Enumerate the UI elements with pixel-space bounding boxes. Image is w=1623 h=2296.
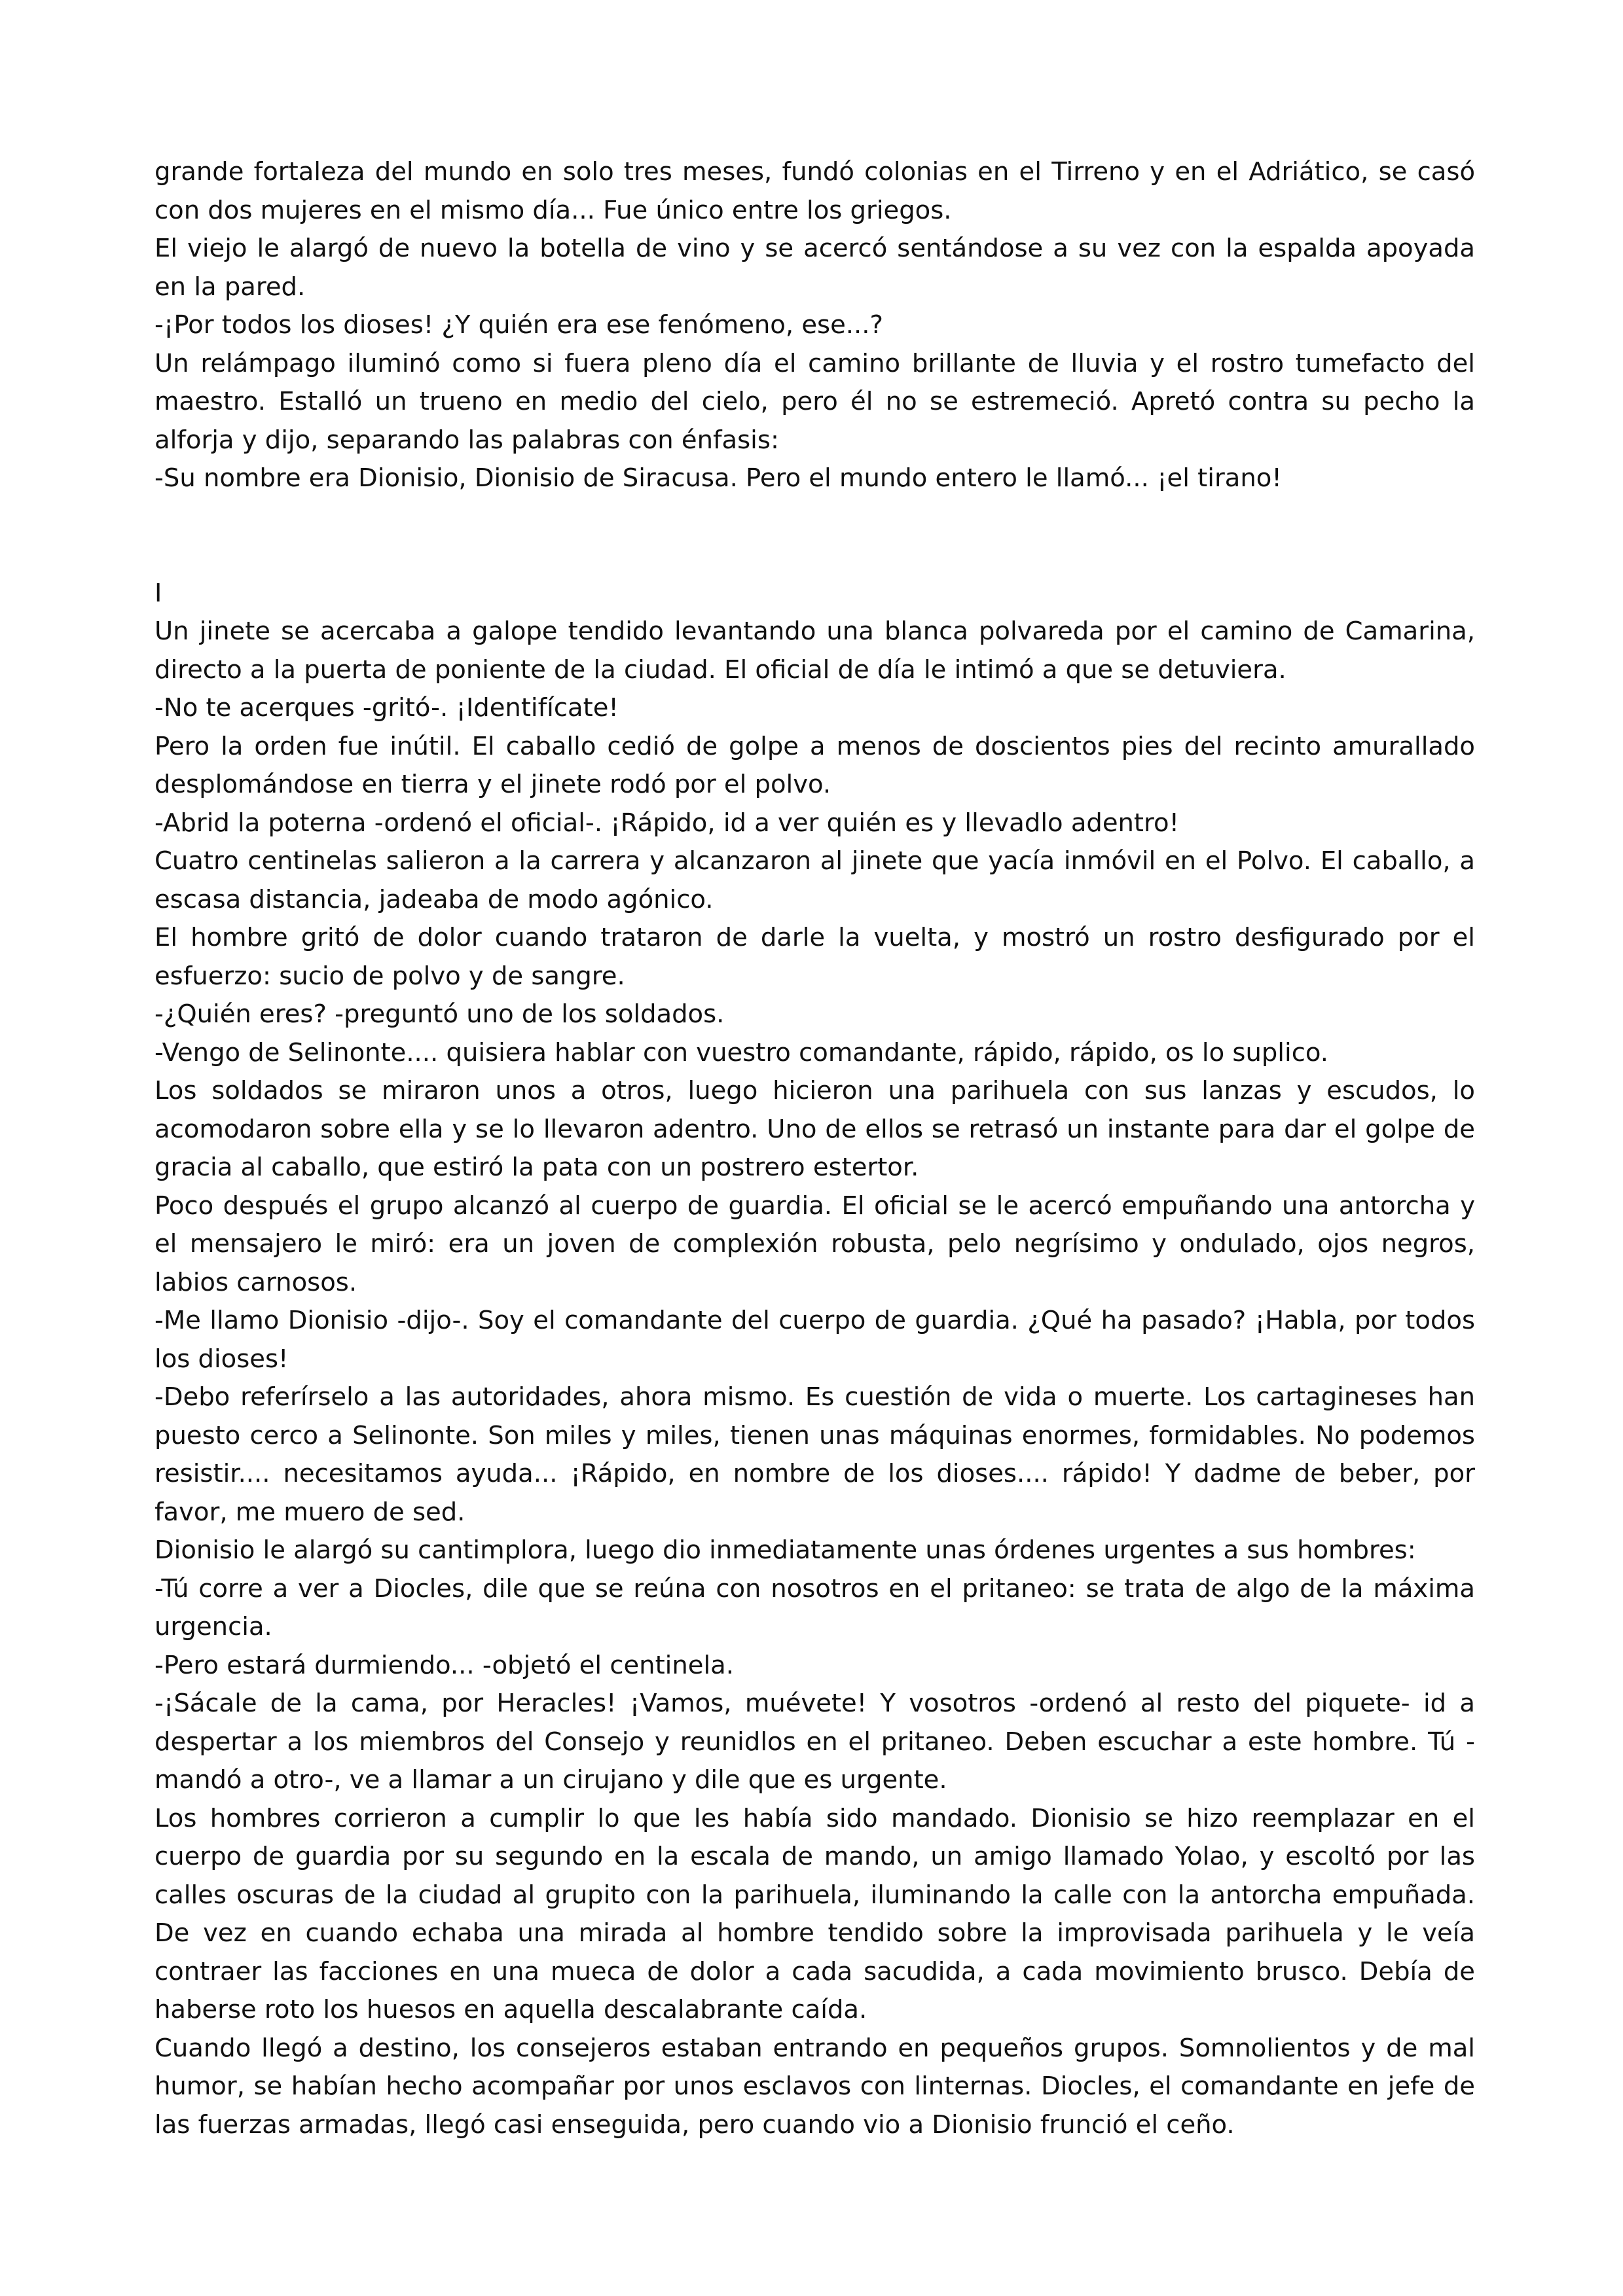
paragraph: Poco después el grupo alcanzó al cuerpo de guardia. El oficial se le acercó empuñando una antorcha y el mensajero le miró: era un joven de complexión robusta, pelo negrísimo y ondulado, ojos negros, labios carnosos. — [155, 1191, 1475, 1297]
paragraph: El hombre gritó de dolor cuando trataron de darle la vuelta, y mostró un rostro desfigurado por el esfuerzo: sucio de polvo y de sangre. — [155, 923, 1475, 991]
paragraph: -No te acerques -gritó-. ¡Identifícate! — [155, 693, 619, 723]
paragraph: grande fortaleza del mundo en solo tres meses, fundó colonias en el Tirreno y en el Adriático, se casó con dos mujeres en el mismo día... Fue único entre los griegos. — [155, 157, 1475, 225]
paragraph: Cuando llegó a destino, los consejeros estaban entrando en pequeños grupos. Somnolientos y de mal humor, se habían hecho acompañar por unos esclavos con linternas. Diocles, el comandante en jefe de las fuerzas armadas, llegó casi enseguida, pero cuando vio a Dionisio frunció el ceño. — [155, 2033, 1475, 2140]
paragraph: -Tú corre a ver a Diocles, dile que se reúna con nosotros en el pritaneo: se trata de algo de la máxima urgencia. — [155, 1573, 1475, 1641]
paragraph: Pero la orden fue inútil. El caballo cedió de golpe a menos de doscientos pies del recinto amurallado desplomándose en tierra y el jinete rodó por el polvo. — [155, 731, 1475, 799]
paragraph: Cuatro centinelas salieron a la carrera y alcanzaron al jinete que yacía inmóvil en el Polvo. El caballo, a escasa distancia, jadeaba de modo agónico. — [155, 846, 1475, 914]
section-spacer — [155, 498, 1475, 575]
paragraph: El viejo le alargó de nuevo la botella de vino y se acercó sentándose a su vez con la espalda apoyada en la pared. — [155, 234, 1475, 302]
paragraph: -Vengo de Selinonte.... quisiera hablar con vuestro comandante, rápido, rápido, os lo suplico. — [155, 1037, 1328, 1067]
paragraph: -¡Sácale de la cama, por Heracles! ¡Vamos, muévete! Y vosotros -ordenó al resto del piquete- id a despertar a los miembros del Consejo y reunidlos en el pritaneo. Deben escuchar a este hombre. Tú - mandó a otro-, ve a llamar a un cirujano y dile que es urgente. — [155, 1689, 1475, 1795]
chapter-heading: I — [155, 578, 162, 608]
paragraph: Un jinete se acercaba a galope tendido levantando una blanca polvareda por el camino de Camarina, directo a la puerta de poniente de la ciudad. El oficial de día le intimó a que se detuviera. — [155, 617, 1475, 685]
paragraph: -Pero estará durmiendo... -objetó el centinela. — [155, 1650, 734, 1680]
document-page — [155, 153, 1475, 2144]
paragraph: -¿Quién eres? -preguntó uno de los soldados. — [155, 999, 725, 1029]
paragraph: -Su nombre era Dionisio, Dionisio de Siracusa. Pero el mundo entero le llamó... ¡el tirano! — [155, 463, 1282, 493]
paragraph: Un relámpago iluminó como si fuera pleno día el camino brillante de lluvia y el rostro tumefacto del maestro. Estalló un trueno en medio del cielo, pero él no se estremeció. Apretó contra su pecho la alforja y dijo, separando las palabras con énfasis: — [155, 348, 1475, 455]
paragraph: -Debo referírselo a las autoridades, ahora mismo. Es cuestión de vida o muerte. Los cartagineses han puesto cerco a Selinonte. Son miles y miles, tienen unas máquinas enormes, formidables. No podemos resistir.... necesitamos ayuda... ¡Rápido, en nombre de los dioses.... rápido! Y dadme de beber, por favor, me muero de sed. — [155, 1382, 1475, 1527]
paragraph: -Me llamo Dionisio -dijo-. Soy el comandante del cuerpo de guardia. ¿Qué ha pasado? ¡Habla, por todos los dioses! — [155, 1306, 1475, 1374]
paragraph: -¡Por todos los dioses! ¿Y quién era ese fenómeno, ese...? — [155, 310, 883, 340]
intro-section — [155, 153, 1475, 498]
paragraph: -Abrid la poterna -ordenó el oficial-. ¡Rápido, id a ver quién es y llevadlo adentro! — [155, 808, 1180, 838]
paragraph: Los hombres corrieron a cumplir lo que les había sido mandado. Dionisio se hizo reemplazar en el cuerpo de guardia por su segundo en la escala de mando, un amigo llamado Yolao, y escoltó por las calles oscuras de la ciudad al grupito con la parihuela, iluminando la calle con la antorcha empuñada. De vez en cuando echaba una mirada al hombre tendido sobre la improvisada parihuela y le veía contraer las facciones en una mueca de dolor a cada sacudida, a cada movimiento brusco. Debía de haberse roto los huesos en aquella descalabrante caída. — [155, 1803, 1475, 2024]
chapter-section — [155, 613, 1475, 2144]
paragraph: Los soldados se miraron unos a otros, luego hicieron una parihuela con sus lanzas y escudos, lo acomodaron sobre ella y se lo llevaron adentro. Uno de ellos se retrasó un instante para dar el golpe de gracia al caballo, que estiró la pata con un postrero estertor. — [155, 1076, 1475, 1182]
paragraph: Dionisio le alargó su cantimplora, luego dio inmediatamente unas órdenes urgentes a sus hombres: — [155, 1535, 1416, 1565]
